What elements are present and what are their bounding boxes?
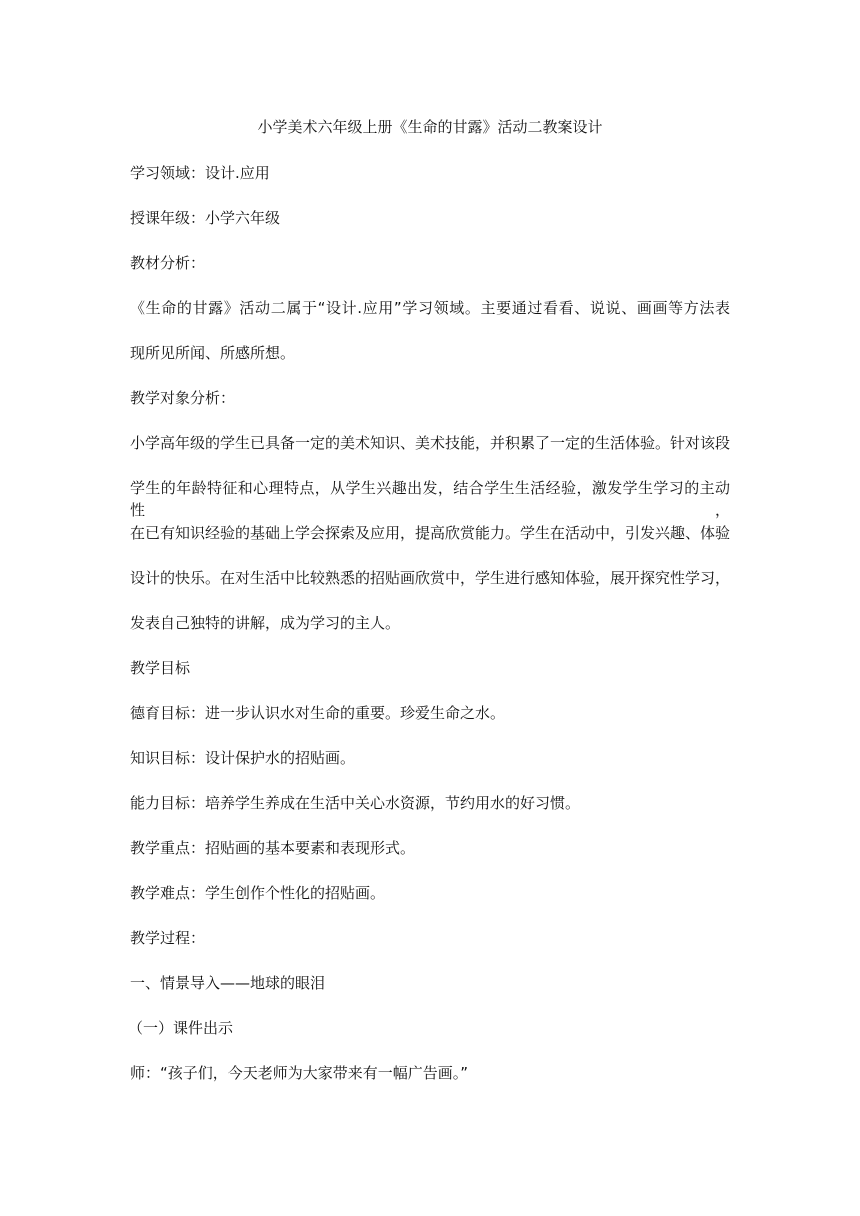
paragraph-line: 现所见所闻、所感所想。 (130, 344, 296, 362)
goal-ability: 能力目标：培养学生养成在生活中关心水资源，节约用水的好习惯。 (130, 794, 581, 812)
field-learning-domain: 学习领域：设计.应用 (130, 164, 270, 182)
paragraph-line: 发表自己独特的讲解，成为学习的主人。 (130, 614, 401, 632)
teacher-dialogue: 师：“孩子们，今天老师为大家带来有一幅广告画。” (130, 1064, 469, 1082)
goal-knowledge: 知识目标：设计保护水的招贴画。 (130, 749, 356, 767)
paragraph-line: 《生命的甘露》活动二属于“设计.应用”学习领域。主要通过看看、说说、画画等方法表 (130, 299, 730, 317)
heading-teaching-goals: 教学目标 (130, 659, 191, 677)
field-grade: 授课年级：小学六年级 (130, 209, 281, 227)
heading-material-analysis: 教材分析： (130, 254, 206, 272)
subsection-heading: （一）课件出示 (128, 1019, 234, 1037)
section-heading: 一、情景导入——地球的眼泪 (130, 974, 326, 992)
paragraph-line: 学生的年龄特征和心理特点，从学生兴趣出发，结合学生生活经验，激发学生学习的主动性， (130, 479, 730, 519)
paragraph-line: 设计的快乐。在对生活中比较熟悉的招贴画欣赏中，学生进行感知体验，展开探究性学习， (130, 569, 731, 587)
document-title: 小学美术六年级上册《生命的甘露》活动二教案设计 (257, 118, 603, 136)
paragraph-line: 小学高年级的学生已具备一定的美术知识、美术技能，并积累了一定的生活体验。针对该段 (130, 434, 731, 452)
paragraph-line: 在已有知识经验的基础上学会探索及应用，提高欣赏能力。学生在活动中，引发兴趣、体验 (130, 524, 731, 542)
heading-teaching-process: 教学过程： (130, 929, 206, 947)
teaching-key-point: 教学重点：招贴画的基本要素和表现形式。 (130, 839, 416, 857)
goal-moral: 德育目标：进一步认识水对生命的重要。珍爱生命之水。 (130, 704, 506, 722)
heading-student-analysis: 教学对象分析： (130, 389, 236, 407)
teaching-difficulty: 教学难点：学生创作个性化的招贴画。 (130, 884, 386, 902)
